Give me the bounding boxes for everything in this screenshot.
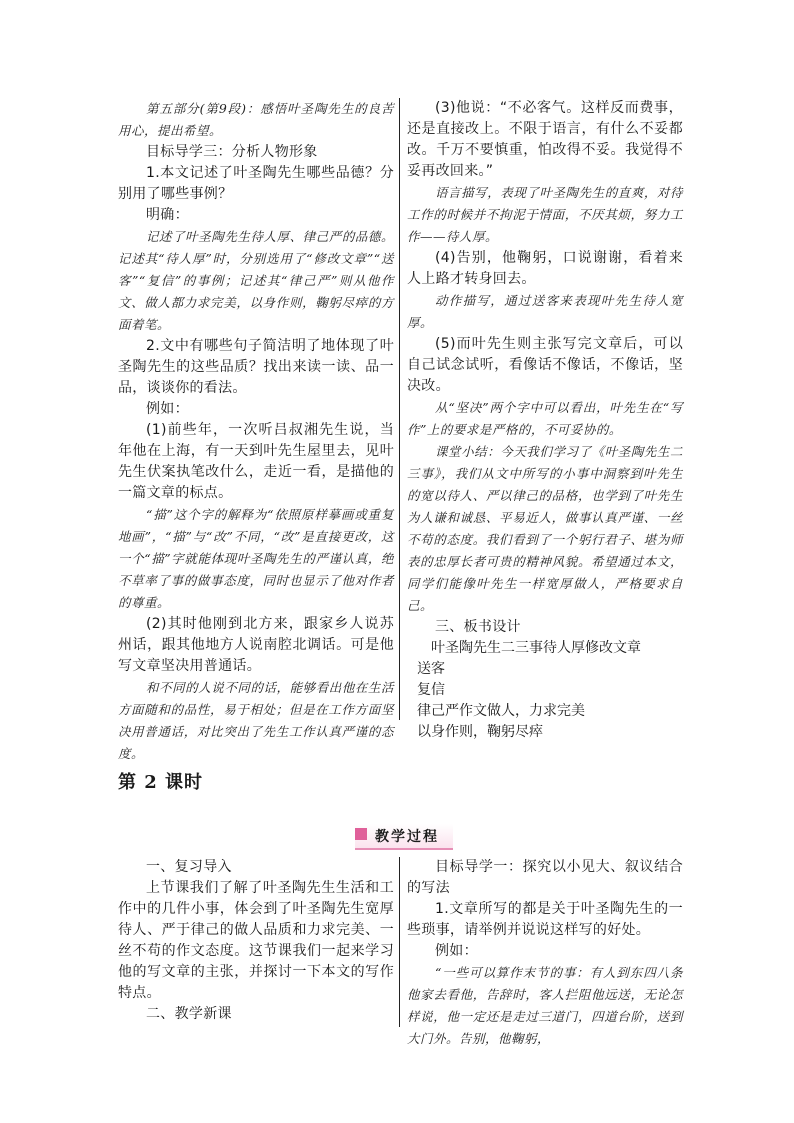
section-banner bbox=[355, 824, 453, 850]
body-paragraph: (1)前些年，一次听吕叔湘先生说，当年他在上海，有一天到叶先生屋里去，见叶先生伏案执笔改什么，走近一看，是描他的一篇文章的标点。 bbox=[118, 422, 394, 501]
body-paragraph: (5)而叶先生则主张写完文章后，可以自己试念试听，看像话不像话，不像话，坚决改。 bbox=[407, 336, 683, 394]
body-paragraph: 一、复习导入 bbox=[146, 859, 232, 875]
board-line: 复信 bbox=[417, 682, 445, 698]
body-paragraph: 2.文中有哪些句子简洁明了地体现了叶圣陶先生的这些品质？找出来读一读、品一品，谈谈你的看法。 bbox=[118, 338, 394, 396]
annotation-paragraph: 动作描写，通过送客来表现叶先生待人宽厚。 bbox=[407, 293, 683, 330]
body-paragraph: 上节课我们了解了叶圣陶先生生活和工作中的几件小事，体会到了叶圣陶先生宽厚待人、严于律己的做人品质和力求完美、一丝不苟的作文态度。这节课我们一起来学习他的写文章的主张，并探讨一下本文的写作特点。 bbox=[118, 880, 394, 1001]
annotation-paragraph: 课堂小结：今天我们学习了《叶圣陶先生二三事》，我们从文中所写的小事中洞察到叶先生的宽以待人、严以律己的品格，也学到了叶先生为人谦和诚恳、平易近人，做事认真严谨、一丝不苟的态度。我们看到了一个躬行君子、堪为师表的忠厚长者可贵的精神风貌。希望通过本文，同学们能像叶先生一样宽厚做人，严格要求自己。 bbox=[407, 444, 683, 613]
body-paragraph: 例如： bbox=[146, 401, 189, 417]
banner-square-icon bbox=[355, 828, 367, 840]
annotation-paragraph: 记述了叶圣陶先生待人厚、律己严的品德。记述其“待人厚”时，分别选用了“修改文章”“送客”“复信”的事例；记述其“律己严”则从他作文、做人都力求完美，以身作则，鞠躬尽瘁的方面着笔。 bbox=[118, 229, 394, 332]
column-divider-upper bbox=[399, 98, 400, 720]
board-line: 以身作则，鞠躬尽瘁 bbox=[417, 724, 543, 740]
body-paragraph: 1.文章所写的都是关于叶圣陶先生的一些琐事，请举例并说说这样写的好处。 bbox=[407, 901, 683, 938]
body-paragraph: 二、教学新课 bbox=[146, 1006, 232, 1022]
body-paragraph: 目标导学三：分析人物形象 bbox=[146, 144, 318, 160]
body-paragraph: (3)他说：“不必客气。这样反而费事，还是直接改上。不限于语言，有什么不妥都改。千万不要慎重，怕改得不妥。我觉得不妥再改回来。” bbox=[407, 100, 683, 179]
body-paragraph: 目标导学一：探究以小见大、叙议结合的写法 bbox=[407, 859, 683, 896]
annotation-paragraph: 语言描写，表现了叶圣陶先生的直爽，对待工作的时候并不拘泥于情面，不厌其烦，努力工作——待人厚。 bbox=[407, 185, 683, 244]
lesson-heading: 第 2 课时 bbox=[118, 772, 204, 793]
body-paragraph: 例如： bbox=[435, 943, 478, 959]
annotation-paragraph: “一些可以算作末节的事：有人到东四八条他家去看他，告辞时，客人拦阻他远送，无论怎样说，他一定还是走过三道门，四道台阶，送到大门外。告别，他鞠躬， bbox=[407, 965, 683, 1046]
lower-left-column bbox=[118, 857, 394, 1025]
board-line: 律己严作文做人，力求完美 bbox=[417, 703, 585, 719]
board-line: 叶圣陶先生二三事待人厚修改文章 bbox=[431, 640, 641, 656]
body-paragraph: (2)其时他刚到北方来，跟家乡人说苏州话，跟其他地方人说南腔北调话。可是他写文章坚决用普通话。 bbox=[118, 616, 394, 674]
upper-right-column bbox=[407, 98, 683, 743]
board-line: 送客 bbox=[417, 661, 445, 677]
annotation-paragraph: “描”这个字的解释为“依照原样摹画或重复地画”，“描”与“改”不同，“改”是直接更改，这一个“描”字就能体现叶圣陶先生的严谨认真，绝不草率了事的做事态度，同时也显示了他对作者的尊重。 bbox=[118, 507, 394, 610]
annotation-paragraph: 从“坚决”两个字中可以看出，叶先生在“写作”上的要求是严格的，不可妥协的。 bbox=[407, 400, 683, 437]
column-divider-lower bbox=[399, 857, 400, 1027]
annotation-paragraph: 和不同的人说不同的话，能够看出他在生活方面随和的品性，易于相处；但是在工作方面坚决用普通话，对比突出了先生工作认真严谨的态度。 bbox=[118, 680, 394, 761]
annotation-paragraph: 第五部分(第9段)：感悟叶圣陶先生的良苦用心，提出希望。 bbox=[118, 101, 394, 138]
body-paragraph: (4)告别，他鞠躬，口说谢谢，看着来人上路才转身回去。 bbox=[407, 250, 683, 287]
body-paragraph: 明确： bbox=[146, 207, 189, 223]
section-banner-title: 教学过程 bbox=[375, 829, 439, 845]
body-paragraph: 三、板书设计 bbox=[435, 619, 521, 635]
body-paragraph: 1.本文记述了叶圣陶先生哪些品德？分别用了哪些事例？ bbox=[118, 165, 394, 202]
upper-left-column bbox=[118, 98, 394, 765]
lower-right-column bbox=[407, 857, 683, 1050]
